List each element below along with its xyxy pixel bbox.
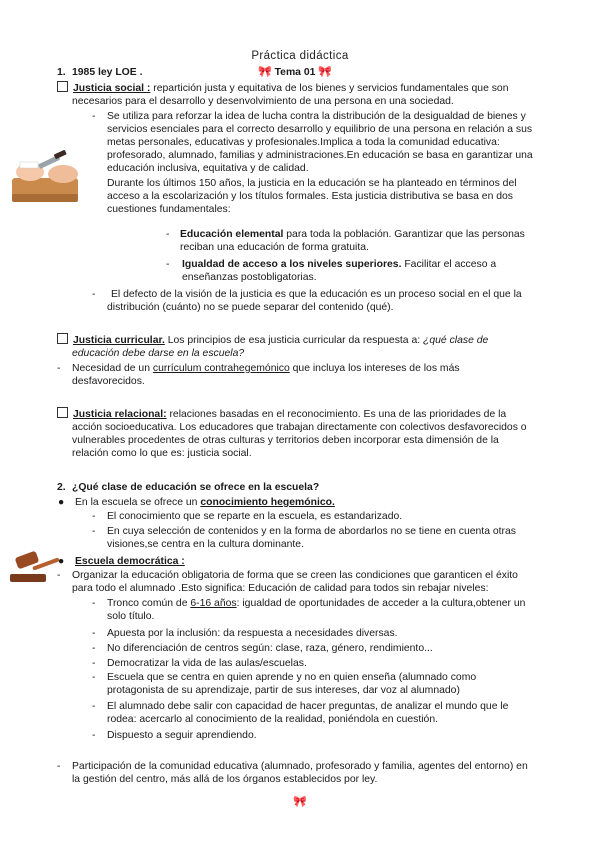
justicia-relacional-para	[57, 407, 567, 460]
checkbox-icon	[57, 333, 68, 344]
dash: -	[92, 511, 96, 522]
text-line: rodea: acercarlo al conocimiento de la realidad, poniéndola en cuestión.	[107, 714, 438, 725]
text-line: educación inclusiva, equitativa y de calidad.	[107, 163, 309, 174]
bullet: ●	[58, 556, 65, 567]
defecto-vision	[107, 288, 571, 314]
text: Tronco común de	[107, 598, 191, 609]
dash: -	[92, 628, 96, 639]
participacion-item	[72, 760, 572, 786]
text: currículum contrahegemónico	[152, 363, 290, 374]
text-line: Participación de la comunidad educativa (alumnado, profesorado y familia, agentes del entorno) en	[72, 761, 528, 772]
dash: -	[57, 363, 61, 374]
text-line: protagonista de su aprendizaje, partir de sus intereses, dar voz al alumnado)	[107, 685, 460, 696]
hegemonico-item	[75, 496, 335, 509]
text-line: servicios esenciales para el correcto desarrollo y equilibrio de una persona en relación a sus	[107, 124, 533, 135]
text-line: En cuya selección de contenidos y en la forma de abordarlos no se tiene en cuenta otras	[107, 526, 516, 537]
tema-label	[258, 66, 332, 79]
text-line: No diferenciación de centros según: clase, raza, género, rendimiento...	[107, 643, 433, 654]
text-line: El alumnado debe salir con capacidad de hacer preguntas, de analizar el mundo que le	[107, 701, 509, 712]
text: educación debe darse en la escuela?	[72, 348, 245, 359]
text: que incluya los intereses de los más	[289, 363, 460, 374]
gavel-icon	[6, 548, 65, 584]
text-line: Dispuesto a seguir aprendiendo.	[107, 730, 257, 741]
text: enseñanzas postobligatorias.	[182, 272, 317, 283]
hands-cutting-board-icon	[8, 150, 88, 205]
dash: -	[92, 730, 96, 741]
dash: -	[92, 643, 96, 654]
text-line: acceso a la escolarización y los títulos formales. Esta justicia distributiva se basa en dos	[107, 191, 514, 202]
text-line: acción socioeducativa. Los educadores que trabajan directamente con colectivos desfavorecidos o	[72, 422, 527, 433]
text-line: la gestión del centro, más allá de los órganos establecidos por ley.	[72, 774, 378, 785]
text: conocimiento hegemónico.	[200, 497, 335, 508]
text-line: Escuela que se centra en quien aprende y no en quien enseña (alumnado como	[107, 672, 477, 683]
text: solo título.	[107, 611, 155, 622]
text: necesarios para el desarrollo y desenvolvimiento de una persona en una sociedad.	[72, 96, 454, 107]
dash: -	[92, 111, 96, 122]
text: relaciones basadas en el reconocimiento. Es una de las prioridades de la	[166, 409, 507, 420]
dash: -	[92, 526, 96, 537]
text: Los principios de esa justicia curricular da respuesta a:	[164, 335, 424, 346]
text: : igualdad de oportunidades de acceder a la cultura,obtener un	[236, 598, 526, 609]
curriculum-item	[72, 362, 552, 388]
text-line: El conocimiento que se reparte en la escuela, es estandarizado.	[107, 511, 403, 522]
text: reciban una educación de forma gratuita.	[180, 242, 369, 253]
justicia-social-desc	[107, 110, 567, 216]
text-line: vulnerables procedentes de otras culturas y territorios deben incorporar esta dimensión de la	[72, 435, 499, 446]
dash: -	[92, 289, 96, 300]
text-line: Organizar la educación obligatoria de forma que se creen las condiciones que garanticen el éxito	[72, 570, 518, 581]
dash: -	[57, 761, 61, 772]
seleccion-contenidos	[107, 525, 567, 551]
tronco-comun-item	[107, 597, 567, 623]
dash: -	[57, 570, 61, 581]
text-line: Durante los últimos 150 años, la justicia en la educación se ha planteado en términos del	[107, 178, 517, 189]
text: Necesidad de un	[72, 363, 153, 374]
dash: -	[166, 229, 170, 240]
text-line: para todo el alumnado .Esto significa: Educación de calidad para todos sin rebajar niveles:	[72, 583, 489, 594]
dash: -	[166, 259, 170, 270]
tema-text: Tema 01	[274, 67, 316, 78]
text: Facilitar el acceso a	[401, 259, 497, 270]
text-line: distribución (cuánto) no se puede separar del contenido (qué).	[107, 302, 394, 313]
escuela-democratica-label: Escuela democrática :	[75, 556, 185, 567]
text: En la escuela se ofrece un	[75, 497, 201, 508]
checkbox-icon	[57, 407, 68, 418]
text: para toda la población. Garantizar que las personas	[283, 229, 525, 240]
dash: -	[92, 598, 96, 609]
text-line: El defecto de la visión de la justicia es que la educación es un proceso social en el que la	[111, 289, 522, 300]
justicia-curricular-label: Justicia curricular.	[73, 335, 165, 346]
text-line: metas personales, educativas y profesionales.Implica a toda la comunidad educativa:	[107, 137, 500, 148]
text-line: visiones,se centra en la cultura dominante.	[107, 539, 304, 550]
bow-icon: 🎀	[258, 66, 272, 78]
justicia-curricular-para	[57, 333, 567, 360]
text-line: profesorado, alumnado, familias y administraciones.En educación se basa en garantizar una	[107, 150, 533, 161]
text: Igualdad de acceso a los niveles superiores.	[182, 259, 402, 270]
igualdad-acceso-item	[182, 258, 562, 284]
justicia-social-para	[57, 81, 557, 108]
bullet: ●	[58, 497, 65, 508]
escuela-centrada-item	[107, 671, 567, 697]
justicia-social-label: Justicia social :	[73, 83, 151, 94]
text: Educación elemental	[180, 229, 284, 240]
checkbox-icon	[57, 81, 68, 92]
section-number-1: 1.	[57, 67, 66, 78]
bow-icon: 🎀	[318, 66, 333, 78]
educacion-elemental-item	[180, 228, 560, 254]
organizar-educacion	[72, 569, 572, 595]
text: repartición justa y equitativa de los bienes y servicios fundamentales que son	[150, 83, 509, 94]
text: 6-16 años	[190, 598, 237, 609]
heading-ley: 1985 ley LOE .	[72, 67, 143, 78]
text-line: Apuesta por la inclusión: da respuesta a necesidades diversas.	[107, 628, 398, 639]
section-number-2: 2.	[57, 482, 66, 493]
text: ¿qué clase de	[423, 335, 489, 346]
dash: -	[92, 658, 96, 669]
dash: -	[92, 672, 96, 683]
text-line: cuestiones fundamentales:	[107, 204, 231, 215]
text-line: Democratizar la vida de las aulas/escuelas.	[107, 658, 307, 669]
text-line: relación como lo que es: justicia social.	[72, 448, 252, 459]
justicia-relacional-label: Justicia relacional:	[73, 409, 167, 420]
text: desfavorecidos.	[72, 376, 145, 387]
footer-bow-icon: 🎀	[293, 796, 307, 808]
dash: -	[92, 701, 96, 712]
alumnado-preguntas-item	[107, 700, 567, 726]
text-line: Se utiliza para reforzar la idea de lucha contra la distribución de la desigualdad de bienes y	[107, 111, 526, 122]
page-title: Práctica didáctica	[251, 50, 349, 62]
heading-clase-educacion: ¿Qué clase de educación se ofrece en la escuela?	[72, 482, 320, 493]
